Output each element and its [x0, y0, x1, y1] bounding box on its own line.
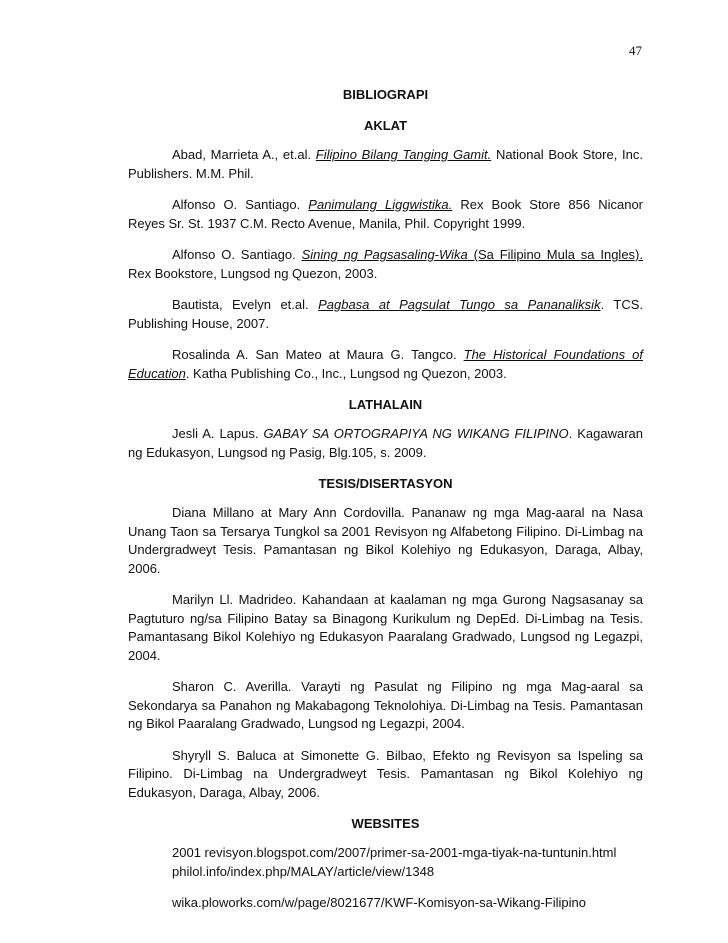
page-number: 47	[629, 43, 642, 58]
tesis-entry: Sharon C. Averilla. Varayti ng Pasulat ng Filipino ng mga Mag-aaral sa Sekondarya sa Panahon ng Makabagong Teknolohiya. Di-Limbag na Tesis. Pamantasan ng Bikol Paaralang Gradwado, Lungsod ng Legazpi, 2004.	[128, 679, 643, 731]
section-heading-lathalain: LATHALAIN	[348, 397, 423, 412]
tesis-entry: Diana Millano at Mary Ann Cordovilla. Pananaw ng mga Mag-aaral na Nasa Unang Taon sa Tersarya Tungkol sa 2001 Revisyon ng Alfabetong Filipino. Di-Limbag na Undergradweyt Tesis. Pamantasan ng Bikol Kolehiyo ng Edukasyon, Daraga, Albay, 2006.	[128, 505, 643, 576]
website-link: wika.ploworks.com/w/page/8021677/KWF-Komisyon-sa-Wikang-Filipino	[172, 895, 586, 910]
section-heading-tesis: TESIS/DISERTASYON	[318, 476, 453, 491]
websites-list	[128, 844, 643, 913]
aklat-entry: Alfonso O. Santiago. Panimulang Liggwistika. Rex Book Store 856 Nicanor Reyes Sr. St. 1937 C.M. Recto Avenue, Manila, Phil. Copyright 1999.	[128, 197, 644, 231]
bibliography-content	[128, 86, 643, 913]
website-link: philol.info/index.php/MALAY/article/view/1348	[172, 863, 435, 879]
aklat-entry: Bautista, Evelyn et.al. Pagbasa at Pagsulat Tungo sa Pananaliksik. TCS. Publishing House, 2007.	[128, 297, 643, 331]
tesis-entry: Marilyn Ll. Madrideo. Kahandaan at kaalaman ng mga Gurong Nagsasanay sa Pagtuturo ng/sa Filipino Batay sa Binagong Kurikulum ng DepEd. Di-Limbag na Tesis. Pamantasang Bikol Kolehiyo ng Edukasyon Paaralang Gradwado, Lungsod ng Legazpi, 2004.	[128, 592, 643, 663]
aklat-entry: Rosalinda A. San Mateo at Maura G. Tangco. The Historical Foundations of Education. Katha Publishing Co., Inc., Lungsod ng Quezon, 2003.	[128, 347, 643, 381]
tesis-entry: Shyryll S. Baluca at Simonette G. Bilbao, Efekto ng Revisyon sa Ispeling sa Filipino. Di-Limbag na Undergradweyt Tesis. Pamantasan ng Bikol Kolehiyo ng Edukasyon, Daraga, Albay, 2006.	[128, 747, 643, 800]
lathalain-entry: Jesli A. Lapus. GABAY SA ORTOGRAPIYA NG WIKANG FILIPINO. Kagawaran ng Edukasyon, Lungsod ng Pasig, Blg.105, s. 2009.	[128, 426, 643, 460]
website-link: 2001 revisyon.blogspot.com/2007/primer-sa-2001-mga-tiyak-na-tuntunin.html	[172, 845, 617, 860]
page-title: BIBLIOGRAPI	[342, 87, 429, 102]
section-heading-aklat: AKLAT	[363, 118, 408, 133]
aklat-entry: Alfonso O. Santiago. Sining ng Pagsasaling-Wika (Sa Filipino Mula sa Ingles). Rex Bookstore, Lungsod ng Quezon, 2003.	[128, 247, 643, 281]
section-heading-websites: WEBSITES	[351, 816, 420, 831]
aklat-entry: Abad, Marrieta A., et.al. Filipino Bilang Tanging Gamit. National Book Store, Inc. Publishers. M.M. Phil.	[128, 147, 643, 181]
